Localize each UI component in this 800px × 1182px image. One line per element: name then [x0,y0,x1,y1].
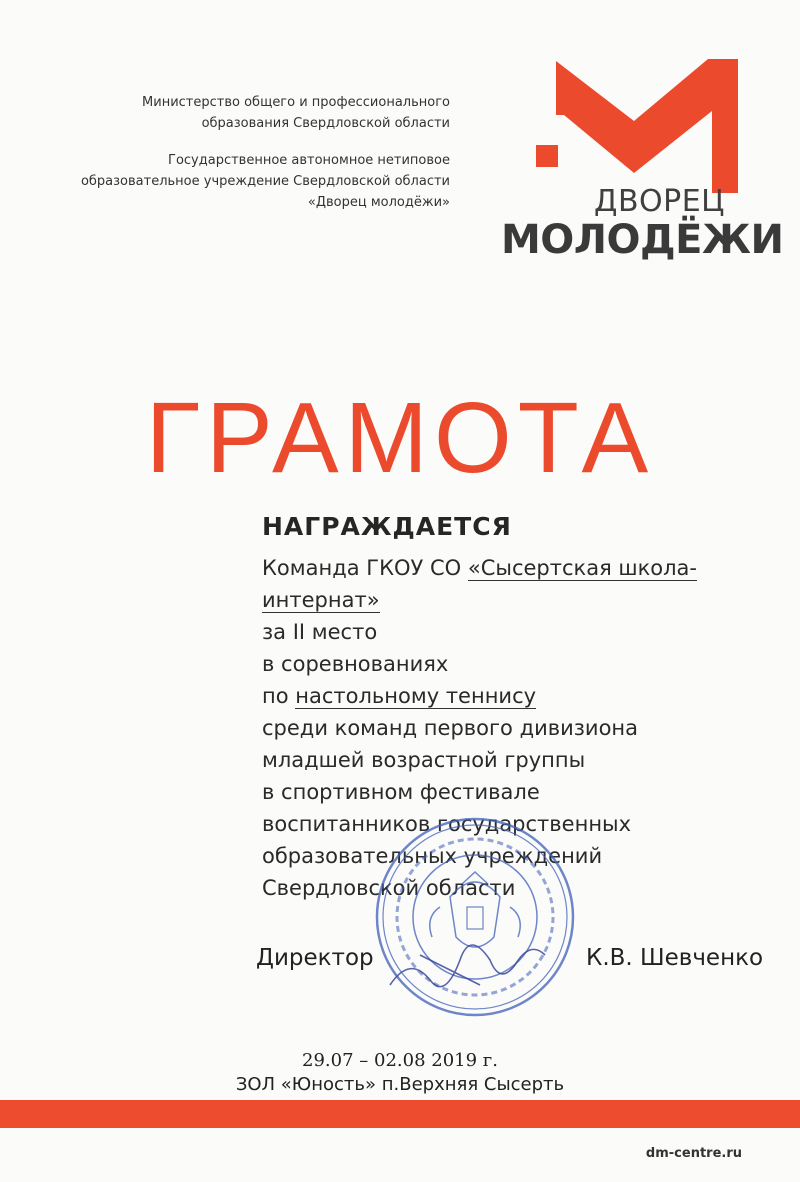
institution-line-1: Государственное автономное нетиповое [168,153,450,168]
team-name-part1: «Сысертская школа- [467,556,698,580]
team-name-part2: интернат» [262,588,380,612]
sport-prefix: по [262,684,296,708]
website-url: dm-centre.ru [645,1146,742,1161]
festival-line: в спортивном фестивале [262,780,540,804]
competition-line: в соревнованиях [262,652,449,676]
place-line: за II место [262,620,378,644]
logo-word-2: МОЛОДЁЖИ [501,217,784,263]
pupils-line: воспитанников государственных [262,812,632,836]
signature-icon [380,915,570,1005]
logo-mark-icon [498,55,748,195]
age-group-line: младшей возрастной группы [262,748,586,772]
dvorets-molodezhi-logo [498,55,784,263]
institutions-line: образовательных учреждений [262,844,603,868]
sport-line [262,680,732,712]
region-line: Свердловской области [262,876,516,900]
team-line [262,552,732,584]
institution-line-3: «Дворец молодёжи» [307,195,450,210]
ministry-line-2: образования Свердловской области [201,116,450,131]
signer-name: К.В. Шевченко [586,945,764,971]
awarded-heading: НАГРАЖДАЕТСЯ [262,512,512,541]
director-label: Директор [256,945,374,971]
ministry-line-1: Министерство общего и профессионального [142,95,450,110]
team-line-2 [262,584,732,616]
logo-word-1: ДВОРЕЦ [594,184,725,219]
institution-line-2: образовательное учреждение Свердловской области [80,174,450,189]
sport-name: настольному теннису [295,684,537,708]
certificate-title: ГРАМОТА [145,382,655,494]
division-line: среди команд первого дивизиона [262,716,639,740]
event-dates: 29.07 – 02.08 2019 г. [302,1050,498,1071]
issuer-block [70,92,450,213]
event-location: ЗОЛ «Юность» п.Верхняя Сысерть [235,1074,565,1095]
footer-bar [0,1100,800,1128]
team-prefix: Команда ГКОУ СО [262,556,468,580]
